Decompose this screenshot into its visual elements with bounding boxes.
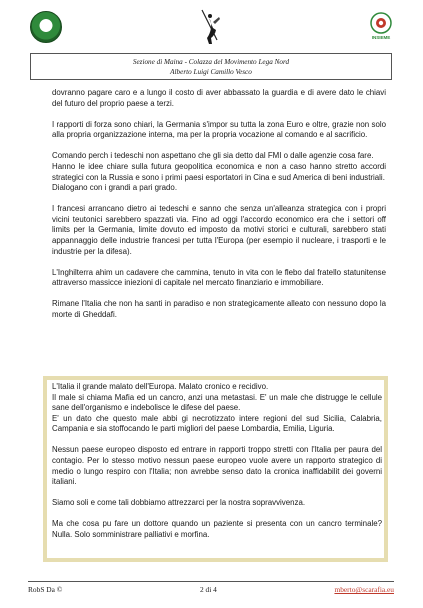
body-paragraph: Hanno le idee chiare sulla futura geopolitica economica e non a caso hanno stretto accordi strategici con la Russia e sono i primi paesi esportatori in Cina e sud America di beni industriali. bbox=[52, 161, 386, 182]
body-paragraph: I francesi arrancano dietro ai tedeschi e sanno che senza un'alleanza strategica con i propri vicini teutonici sarebbero spazzati via. Fino ad oggi l'accordo economico era che i settori off limits per la Germania, limite dovuto ed imposto da motivi storici e culturali, sarebbero stati appannaggio delle industrie francesi per tutta l'Europa (per esempio il nucleare, i trasporti e le industrie per la difesa). bbox=[52, 204, 386, 256]
page-footer bbox=[28, 581, 394, 598]
header-author-line: Alberto Luigi Camillo Vesco bbox=[170, 68, 252, 76]
footer-email-link[interactable]: mberto@scarafia.eu bbox=[334, 585, 394, 594]
box-paragraph: Nessun paese europeo disposto ed entrare in rapporti troppo stretti con l'Italia per paura del contagio. Per lo stesso motivo nessun paese europeo vuole avere un rapporto strategico di medio o lungo respiro con l'Italia; non avrebbe senso dato la cronica inaffidabilit dei governi italiani. bbox=[52, 445, 382, 487]
box-paragraph: L'Italia il grande malato dell'Europa. Malato cronico e recidivo. bbox=[52, 382, 269, 391]
lega-nord-logo bbox=[30, 11, 62, 43]
box-paragraph: E' un dato che questo male abbi gi necrotizzato intere regioni del sud Sicilia, Calabria, Campania e sia stoffocando le parti migliori del paese Lombardia, Emilia, Liguria. bbox=[52, 413, 382, 434]
alberto-da-giussano-logo bbox=[199, 8, 223, 48]
insieme-logo bbox=[366, 11, 396, 45]
insieme-logo-text: INSIEME bbox=[371, 35, 391, 40]
insieme-emblem-icon bbox=[366, 11, 396, 35]
header-section-line: Sezione di Maina - Colazza del Movimento Lega Nord bbox=[132, 58, 290, 66]
header-box bbox=[30, 53, 392, 80]
body-text bbox=[52, 88, 386, 331]
body-paragraph: Dialogano con i grandi a pari grado. bbox=[52, 183, 178, 193]
body-paragraph: L'Inghilterra ahim un cadavere che cammina, tenuto in vita con le flebo dal fratello statunitense attraverso massicce iniezioni di capitale nel mercato finanziario e immobiliare. bbox=[52, 267, 386, 288]
box-paragraph: Siamo soli e come tali dobbiamo attrezzarci per la nostra sopravvivenza. bbox=[52, 498, 306, 508]
box-paragraph: Il male si chiama Mafia ed un cancro, anzi una metastasi. E' un male che distrugge le cellule sane dell'organismo e indebolisce le difese del paese. bbox=[52, 392, 382, 413]
body-paragraph: I rapporti di forza sono chiari, la Germania s'impor su tutta la zona Euro e oltre, grazie non solo alla propria organizzazione interna, ma per la propria vocazione al comando e al sacrificio. bbox=[52, 119, 386, 140]
box-paragraph: Ma che cosa pu fare un dottore quando un paziente si presenta con un cancro terminale? Nulla. Solo somministrare palliativi e morfina. bbox=[52, 519, 382, 540]
highlight-text bbox=[52, 382, 382, 541]
body-paragraph: Comando perch i tedeschi non aspettano che gli sia detto dal FMI o dalle agenzie cosa fare. bbox=[52, 151, 374, 161]
page-number: 2 di 4 bbox=[200, 585, 217, 594]
body-paragraph: Rimane l'Italia che non ha santi in paradiso e non strategicamente alleato con nessuno dopo la morte di Gheddafi. bbox=[52, 299, 386, 319]
footer-author: RobS Da © bbox=[28, 585, 63, 594]
body-paragraph: dovranno pagare caro e a lungo il costo di aver abbassato la guardia e di avere dato le chiavi del futuro del proprio paese a terzi. bbox=[52, 88, 386, 108]
